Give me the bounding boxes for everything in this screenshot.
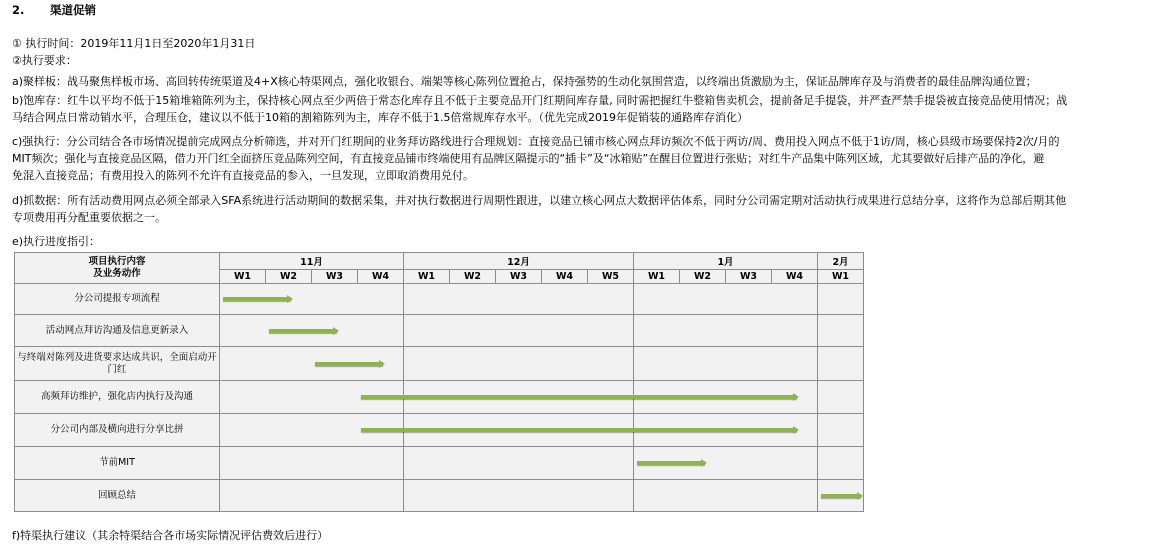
schedule-cell <box>220 381 404 414</box>
section-number: 2. <box>12 3 25 17</box>
schedule-cell <box>634 347 818 381</box>
schedule-cell <box>634 480 818 512</box>
para-b <box>12 92 1164 126</box>
week-header: W1 <box>404 270 450 284</box>
schedule-cell <box>404 480 634 512</box>
week-header: W3 <box>496 270 542 284</box>
para-b-line: 马结合网点日常动销水平，合理压仓，建议以不低于10箱的割箱陈列为主，库存不低于1.5倍常规库存水平。（优先完成2019年促销装的通路库存消化） <box>12 111 748 124</box>
schedule-cell <box>818 447 864 480</box>
schedule-cell <box>404 284 634 315</box>
schedule-cell <box>818 284 864 315</box>
week-header: W1 <box>818 270 864 284</box>
section-title: 渠道促销 <box>50 3 96 17</box>
schedule-cell <box>818 347 864 381</box>
month-header: 12月 <box>404 253 634 270</box>
week-header: W3 <box>312 270 358 284</box>
schedule-table <box>14 252 864 512</box>
task-row <box>15 347 864 381</box>
para-c-line: 免混入直接竞品；有费用投入的陈列不允许有直接竞品的参入，一旦发现，立即取消费用兑付。 <box>12 169 474 182</box>
para-d <box>12 192 1164 226</box>
schedule-cell <box>220 284 404 315</box>
schedule-cell <box>818 414 864 447</box>
week-header: W3 <box>726 270 772 284</box>
exec-time-text: ① 执行时间：2019年11月1日至2020年1月31日 <box>12 37 256 50</box>
task-row <box>15 284 864 315</box>
task-name: 与终端对陈列及进货要求达成共识，全面启动开门红 <box>15 347 220 381</box>
schedule-cell <box>404 347 634 381</box>
task-row <box>15 315 864 347</box>
schedule-cell <box>818 480 864 512</box>
para-d-line: d)抓数据：所有活动费用网点必须全部录入SFA系统进行活动期间的数据采集，并对执行数据进行周期性跟进，以建立核心网点大数据评估体系，同时分公司需定期对活动执行成果进行总结分享，这将作为总部后期其他 <box>12 194 1067 207</box>
task-column-header-line2: 及业务动作 <box>93 268 141 279</box>
task-column-header <box>15 253 220 284</box>
para-c-line: MIT频次；强化与直接竞品区隔，借力开门红全面挤压竞品陈列空间，有直接竞品铺市终端使用有品牌区隔提示的“插卡”及“冰箱贴”在醒目位置进行张贴；对红牛产品集中陈列区域，尤其要做好后排产品的净化，避 <box>12 152 1045 165</box>
schedule-cell <box>404 414 634 447</box>
week-header: W2 <box>450 270 496 284</box>
task-row <box>15 414 864 447</box>
month-header: 1月 <box>634 253 818 270</box>
para-a: a)聚样板：战马聚焦样板市场、高回转传统渠道及4+X核心特渠网点，强化收银台、端架等核心陈列位置抢占，保持强势的生动化氛围营造，以终端出货激励为主，保证品牌库存及与消费者的最佳品牌沟通位置； <box>12 75 1037 88</box>
task-row <box>15 381 864 414</box>
task-name: 活动网点拜访沟通及信息更新录入 <box>15 315 220 347</box>
schedule-cell <box>220 315 404 347</box>
section-heading <box>12 1 96 19</box>
schedule-cell <box>634 447 818 480</box>
schedule-cell <box>404 315 634 347</box>
para-c-line: c)强执行：分公司结合各市场情况提前完成网点分析筛选，并对开门红期间的业务拜访路线进行合理规划：直接竞品已铺市核心网点拜访频次不低于两访/周、费用投入网点不低于1访/周，核心县级市场要保持2次/月的 <box>12 135 1060 148</box>
week-header: W5 <box>588 270 634 284</box>
para-e: e)执行进度指引： <box>12 235 101 248</box>
para-c <box>12 133 1164 184</box>
schedule-cell <box>634 381 818 414</box>
schedule-cell <box>818 315 864 347</box>
schedule-cell <box>634 315 818 347</box>
month-header-row <box>15 253 864 270</box>
para-f: f)特渠执行建议（其余特渠结合各市场实际情况评估费效后进行） <box>12 529 329 542</box>
task-row <box>15 447 864 480</box>
week-header: W4 <box>358 270 404 284</box>
schedule-cell <box>220 414 404 447</box>
schedule-cell <box>818 381 864 414</box>
task-row <box>15 480 864 512</box>
exec-req-text: ②执行要求： <box>12 54 77 67</box>
schedule-cell <box>404 447 634 480</box>
week-header: W2 <box>266 270 312 284</box>
task-column-header-line1: 项目执行内容 <box>88 256 146 267</box>
task-name: 分公司提报专项流程 <box>15 284 220 315</box>
month-header: 2月 <box>818 253 864 270</box>
month-header: 11月 <box>220 253 404 270</box>
week-header: W4 <box>772 270 818 284</box>
schedule-cell <box>634 284 818 315</box>
schedule-cell <box>220 480 404 512</box>
schedule-cell <box>220 447 404 480</box>
week-header: W1 <box>634 270 680 284</box>
week-header: W4 <box>542 270 588 284</box>
para-b-line: b)饱库存：红牛以平均不低于15箱堆箱陈列为主，保持核心网点至少两倍于常态化库存且不低于主要竞品开门红期间库存量, 同时需把握红牛整箱售卖机会，提前备足手提袋，并严查严禁手提袋被直接竞品使用情况；战 <box>12 94 1068 107</box>
task-name: 分公司内部及横向进行分享比拼 <box>15 414 220 447</box>
schedule-cell <box>404 381 634 414</box>
schedule-cell <box>220 347 404 381</box>
task-name: 回顾总结 <box>15 480 220 512</box>
schedule-cell <box>634 414 818 447</box>
week-header: W2 <box>680 270 726 284</box>
task-name: 高频拜访维护，强化店内执行及沟通 <box>15 381 220 414</box>
week-header: W1 <box>220 270 266 284</box>
task-name: 节前MIT <box>15 447 220 480</box>
para-d-line: 专项费用再分配重要依据之一。 <box>12 211 166 224</box>
